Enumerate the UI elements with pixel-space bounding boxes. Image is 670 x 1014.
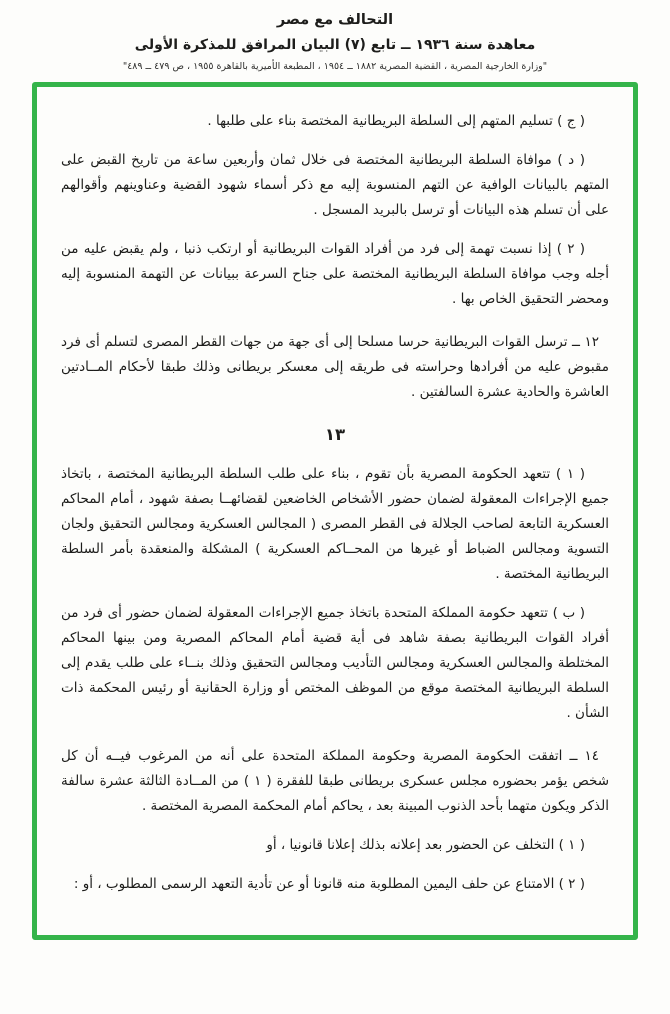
clause-13-b: ( ب ) تتعهد حكومة المملكة المتحدة باتخاذ جميع الإجراءات المعقولة لضمان حضور أى فرد من أفراد القوات البريطانية بصفة شاهد فى أية قضية أمام المحاكم المصرية ومن بينها المحاكم المختلطة والمجالس العسكرية ومجالس التأديب ومجالس التحقيق وذلك بنــاء على طلب يقدم إلى السلطة البريطانية المختصة موقع من الموظف المختص أو وزارة الحقانية أو رئيس المحكمة ذات الشأن .	[61, 605, 609, 721]
source-citation: "وزارة الخارجية المصرية ، القضية المصرية ١٨٨٢ ــ ١٩٥٤ ، المطبعة الأميرية بالقاهرة ١٩٥٥ ، ص ٤٧٩ ــ ٤٨٩"	[122, 61, 548, 72]
clause-2: ( ٢ ) إذا نسبت تهمة إلى فرد من أفراد القوات البريطانية أو ارتكب ذنبا ، ولم يقبض عليه من أجله وجب موافاة السلطة البريطانية المختصة على جناح السرعة ببيانات عن التهمة المنسوبة إليه ومحضر التحقيق الخاص بها .	[61, 241, 609, 307]
clause-13-1: ( ١ ) تتعهد الحكومة المصرية بأن تقوم ، بناء على طلب السلطة البريطانية المختصة ، باتخاذ جميع الإجراءات المعقولة لضمان حضور الأشخاص الخاضعين لقضائهــا بصفة شهود ، أمام المحاكم العسكرية التابعة لصاحب الجلالة فى القطر المصرى ( المجالس العسكرية ومجالس التحقيق ولجان التسوية ومجالس الضباط أو غيرها من المحــاكم العسكرية ) المشكلة والمنعقدة بأمر السلطة البريطانية المختصة .	[61, 466, 609, 582]
page-subtitle: معاهدة سنة ١٩٣٦ ــ تابع (٧) البيان المرافق للمذكرة الأولى	[134, 37, 536, 53]
clause-j: ( ج ) تسليم المتهم إلى السلطة البريطانية المختصة بناء على طلبها .	[207, 113, 585, 129]
page-title: التحالف مع مصر	[276, 12, 394, 28]
section-13-heading: ١٣	[324, 425, 346, 444]
document-header	[0, 12, 670, 72]
article-12: ١٢ ــ ترسل القوات البريطانية حرسا مسلحا إلى أى جهة من جهات القطر المصرى لتسلم أى فرد مقبوض عليه من أفرادها وحراسته فى طريقه إلى معسكر بريطانى وذلك طبقا لأحكام المــادتين العاشرة والحادية عشرة السالفتين .	[61, 334, 609, 400]
clause-d: ( د ) موافاة السلطة البريطانية المختصة فى خلال ثمان وأربعين ساعة من تاريخ القبض على المتهم بالبيانات الوافية عن التهم المنسوبة إليه مع ذكر أسماء شهود القضية وعناوينهم وأقوالهم على أن تسلم هذه البيانات أو ترسل بالبريد المسجل .	[61, 152, 609, 218]
document-frame	[32, 82, 638, 940]
article-14: ١٤ ــ اتفقت الحكومة المصرية وحكومة المملكة المتحدة على أنه من المرغوب فيــه أن كل شخص يؤمر بحضوره مجلس عسكرى بريطانى طبقا للفقرة ( ١ ) من المــادة الثالثة عشرة سالفة الذكر ويكون متهما بأحد الذنوب المبينة بعد ، يحاكم أمام المحكمة المصرية المختصة .	[61, 748, 610, 814]
list-item-1: ( ١ ) التخلف عن الحضور بعد إعلانه بذلك إعلانا قانونيا ، أو	[266, 837, 585, 853]
list-item-2: ( ٢ ) الامتناع عن حلف اليمين المطلوبة منه قانونا أو عن تأدية التعهد الرسمى المطلوب ، أو :	[73, 876, 585, 892]
